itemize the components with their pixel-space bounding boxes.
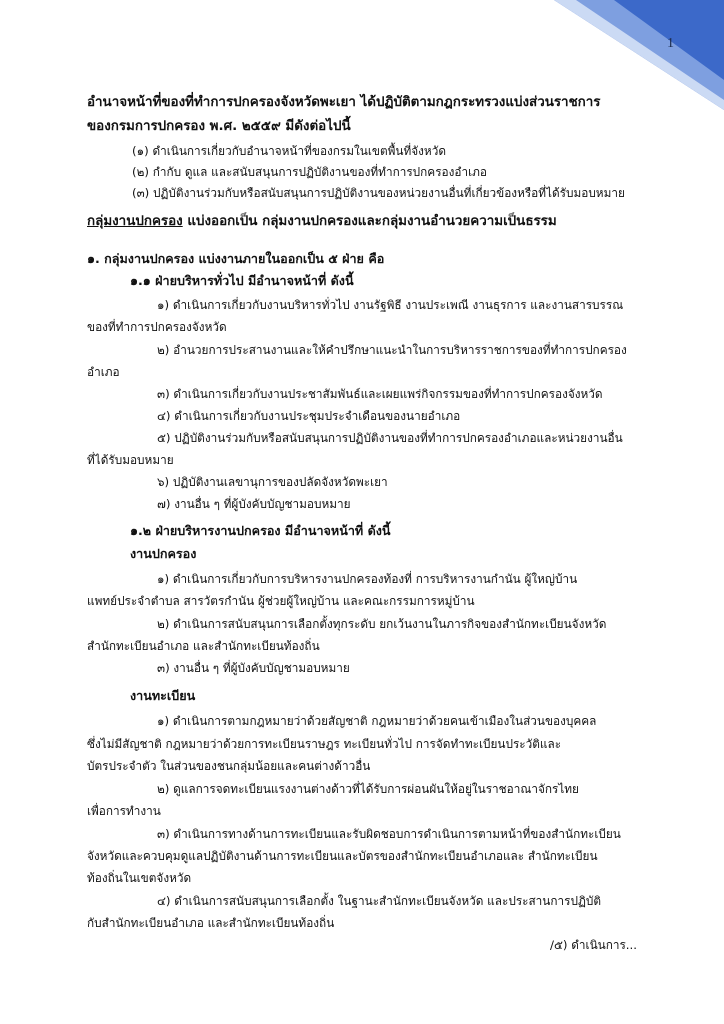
sub1-line: ๔) ดำเนินการเกี่ยวกับงานประชุมประจำเดือนของนายอำเภอ (157, 409, 461, 423)
page-number: 1 (667, 36, 674, 51)
reg-line: ๔) ดำเนินการสนับสนุนการเลือกตั้ง ในฐานะสำนักทะเบียนจังหวัด และประสานการปฏิบัติ (157, 894, 602, 908)
reg-line: ๓) ดำเนินการทางด้านการทะเบียนและรับผิดชอบการดำเนินการตามหน้าที่ของสำนักทะเบียน (157, 827, 621, 841)
reg-line: ซึ่งไม่มีสัญชาติ กฎหมายว่าด้วยการทะเบียนราษฎร ทะเบียนทั่วไป การจัดทำทะเบียนประวัติและ (87, 737, 562, 751)
gov-work-title: งานปกครอง (130, 546, 197, 561)
sub1-line: ๓) ดำเนินการเกี่ยวกับงานประชาสัมพันธ์และเผยแพร่กิจกรรมของที่ทำการปกครองจังหวัด (157, 387, 603, 401)
sub1-line: ๖) ปฏิบัติงานเลขานุการของปลัดจังหวัดพะเยา (157, 475, 388, 489)
gov-line: ๓) งานอื่น ๆ ที่ผู้บังคับบัญชามอบหมาย (157, 661, 350, 675)
reg-line: ๑) ดำเนินการตามกฎหมายว่าด้วยสัญชาติ กฎหมายว่าด้วยคนเข้าเมืองในส่วนของบุคคล (157, 714, 597, 728)
gov-line: สำนักทะเบียนอำเภอ และสำนักทะเบียนท้องถิ่น (87, 639, 320, 653)
gov-line: ๑) ดำเนินการเกี่ยวกับการบริหารงานปกครองท้องที่ การบริหารงานกำนัน ผู้ใหญ่บ้าน (157, 572, 578, 586)
intro-item-1: (๑) ดำเนินการเกี่ยวกับอำนาจหน้าที่ของกรมในเขตพื้นที่จังหวัด (132, 144, 446, 158)
sub1-line: ที่ได้รับมอบหมาย (87, 453, 174, 467)
reg-line: จังหวัดและควบคุมดูแลปฏิบัติงานด้านการทะเบียนและบัตรของสำนักทะเบียนอำเภอและ สำนักทะเบียน (87, 849, 598, 863)
reg-line: กับสำนักทะเบียนอำเภอ และสำนักทะเบียนท้องถิ่น (87, 916, 335, 930)
intro-item-2: (๒) กำกับ ดูแล และสนับสนุนการปฏิบัติงานของที่ทำการปกครองอำเภอ (132, 165, 487, 179)
sub1-line: ๒) อำนวยการประสานงานและให้คำปรึกษาแนะนำในการบริหารราชการของที่ทำการปกครอง (157, 343, 627, 357)
sub1-line: ๑) ดำเนินการเกี่ยวกับงานบริหารทั่วไป งานรัฐพิธี งานประเพณี งานธุรการ และงานสารบรรณ (157, 298, 624, 312)
group-heading-underlined: กลุ่มงานปกครอง (87, 214, 183, 229)
continuation-marker: /๕) ดำเนินการ... (550, 938, 638, 952)
group-heading (87, 214, 557, 230)
gov-line: แพทย์ประจำตำบล สารวัตรกำนัน ผู้ช่วยผู้ใหญ่บ้าน และคณะกรรมการหมู่บ้าน (87, 594, 475, 608)
reg-line: บัตรประจำตัว ในส่วนของชนกลุ่มน้อยและคนต่างด้าวอื่น (87, 759, 371, 773)
intro-title-line1: อำนาจหน้าที่ของที่ทำการปกครองจังหวัดพะเยา ได้ปฏิบัติตามกฎกระทรวงแบ่งส่วนราชการ (87, 95, 601, 110)
reg-line: เพื่อการทำงาน (87, 804, 161, 818)
corner-decoration (554, 0, 724, 110)
group-heading-rest: แบ่งออกเป็น กลุ่มงานปกครองและกลุ่มงานอำนวยความเป็นธรรม (182, 214, 557, 229)
sub1-line: ของที่ทำการปกครองจังหวัด (87, 320, 227, 334)
sub1-heading: ๑.๑ ฝ่ายบริหารทั่วไป มีอำนาจหน้าที่ ดังนี้ (130, 273, 354, 288)
sub1-line: ๗) งานอื่น ๆ ที่ผู้บังคับบัญชามอบหมาย (157, 497, 351, 511)
intro-item-3: (๓) ปฏิบัติงานร่วมกับหรือสนับสนุนการปฏิบัติงานของหน่วยงานอื่นที่เกี่ยวข้องหรือที่ได้รับมอบหมาย (132, 186, 625, 200)
sub2-heading: ๑.๒ ฝ่ายบริหารงานปกครอง มีอำนาจหน้าที่ ดังนี้ (130, 523, 391, 538)
gov-line: ๒) ดำเนินการสนับสนุนการเลือกตั้งทุกระดับ ยกเว้นงานในภารกิจของสำนักทะเบียนจังหวัด (157, 617, 607, 631)
sub1-line: ๕) ปฏิบัติงานร่วมกับหรือสนับสนุนการปฏิบัติงานของที่ทำการปกครองอำเภอและหน่วยงานอื่น (157, 431, 623, 445)
reg-line: ท้องถิ่นในเขตจังหวัด (87, 871, 192, 885)
section1-heading: ๑. กลุ่มงานปกครอง แบ่งงานภายในออกเป็น ๕ ฝ่าย คือ (87, 251, 385, 266)
intro-title-line2: ของกรมการปกครอง พ.ศ. ๒๕๕๙ มีดังต่อไปนี้ (87, 119, 351, 134)
reg-line: ๒) ดูแลการจดทะเบียนแรงงานต่างด้าวที่ได้รับการผ่อนผันให้อยู่ในราชอาณาจักรไทย (157, 782, 579, 796)
registration-work-title: งานทะเบียน (130, 688, 196, 703)
sub1-line: อำเภอ (87, 365, 120, 379)
